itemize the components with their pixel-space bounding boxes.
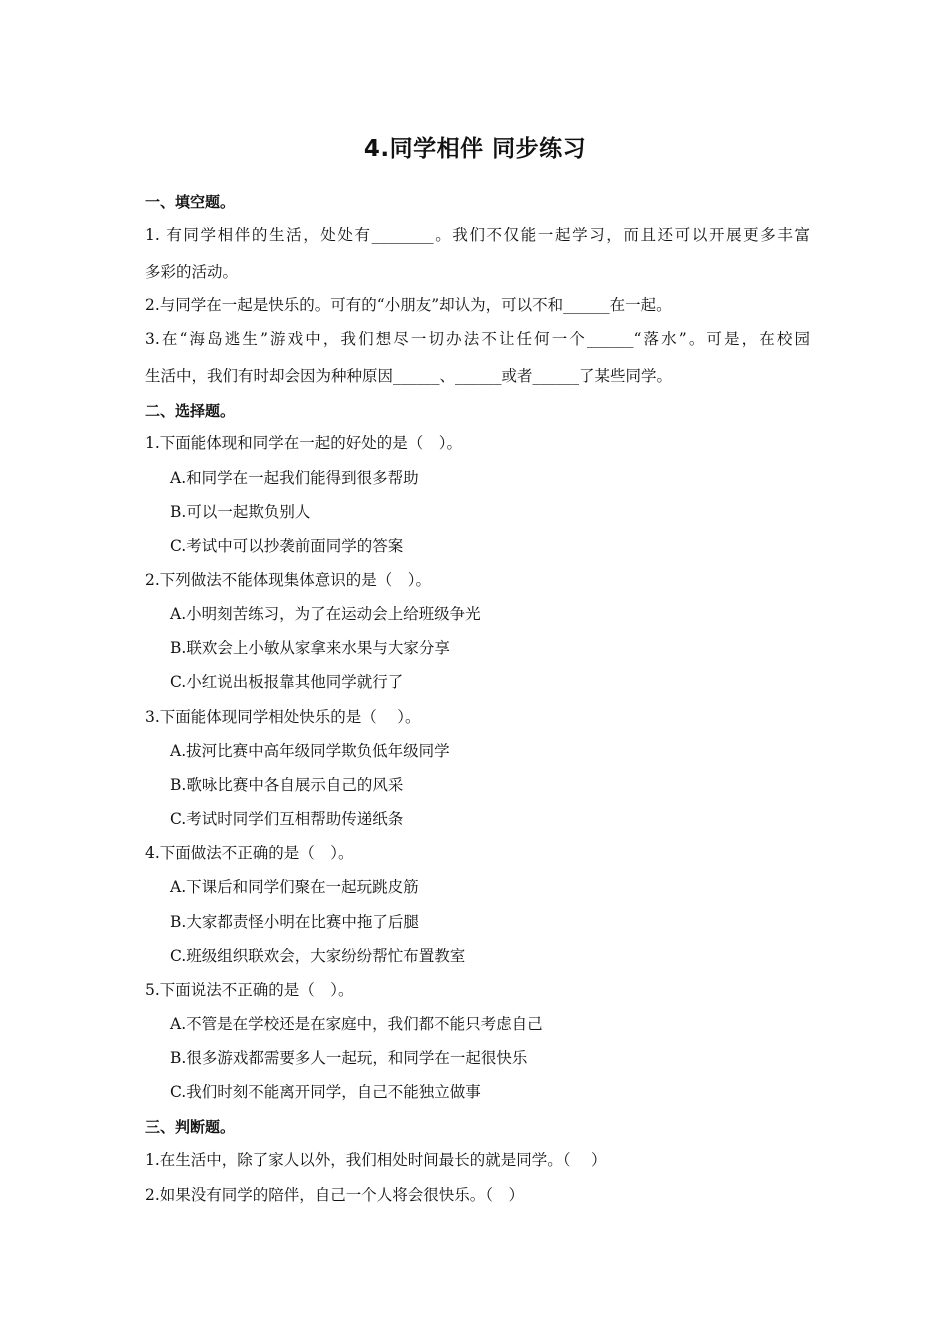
choice-question-3-option-a: A.拔河比赛中高年级同学欺负低年级同学 [170,742,450,760]
fill-question-1-line-1: 1. 有同学相伴的生活，处处有________。我们不仅能一起学习，而且还可以开展更多丰富 [145,226,810,244]
choice-question-5-option-a: A.不管是在学校还是在家庭中，我们都不能只考虑自己 [170,1015,543,1033]
fill-question-3-line-1: 3.在“海岛逃生”游戏中，我们想尽一切办法不让任何一个______“落水”。可是，在校园 [145,330,810,348]
document-title: 4.同学相伴 同步练习 [363,136,587,162]
choice-question-5-option-b: B.很多游戏都需要多人一起玩，和同学在一起很快乐 [170,1049,528,1067]
choice-question-1-option-c: C.考试中可以抄袭前面同学的答案 [170,537,404,555]
choice-question-2-option-b: B.联欢会上小敏从家拿来水果与大家分享 [170,639,450,657]
choice-question-1-option-a: A.和同学在一起我们能得到很多帮助 [170,469,419,487]
judge-question-1: 1.在生活中，除了家人以外，我们相处时间最长的就是同学。（ ） [145,1151,607,1169]
choice-question-4-stem: 4.下面做法不正确的是（ ）。 [145,844,354,862]
choice-question-1-option-b: B.可以一起欺负别人 [170,503,311,521]
fill-question-3-line-2: 生活中，我们有时却会因为种种原因______、______或者______了某些同学。 [145,367,673,385]
section-heading-judge: 三、判断题。 [145,1118,236,1136]
choice-question-4-option-c: C.班级组织联欢会，大家纷纷帮忙布置教室 [170,947,466,965]
choice-question-2-option-c: C.小红说出板报靠其他同学就行了 [170,673,404,691]
choice-question-2-stem: 2.下列做法不能体现集体意识的是（ ）。 [145,571,432,589]
choice-question-3-option-c: C.考试时同学们互相帮助传递纸条 [170,810,404,828]
choice-question-3-option-b: B.歌咏比赛中各自展示自己的风采 [170,776,404,794]
section-heading-choice: 二、选择题。 [145,402,236,420]
section-heading-fill: 一、填空题。 [145,193,236,211]
choice-question-4-option-a: A.下课后和同学们聚在一起玩跳皮筋 [170,878,419,896]
choice-question-1-stem: 1.下面能体现和同学在一起的好处的是（ ）。 [145,434,463,452]
choice-question-4-option-b: B.大家都责怪小明在比赛中拖了后腿 [170,913,419,931]
choice-question-3-stem: 3.下面能体现同学相处快乐的是（ ）。 [145,708,421,726]
judge-question-2: 2.如果没有同学的陪伴，自己一个人将会很快乐。（ ） [145,1186,525,1204]
fill-question-2: 2.与同学在一起是快乐的。可有的“小朋友”却认为，可以不和______在一起。 [145,296,672,314]
fill-question-1-line-2: 多彩的活动。 [145,263,239,281]
choice-question-2-option-a: A.小明刻苦练习，为了在运动会上给班级争光 [170,605,481,623]
choice-question-5-option-c: C.我们时刻不能离开同学，自己不能独立做事 [170,1083,481,1101]
choice-question-5-stem: 5.下面说法不正确的是（ ）。 [145,981,354,999]
